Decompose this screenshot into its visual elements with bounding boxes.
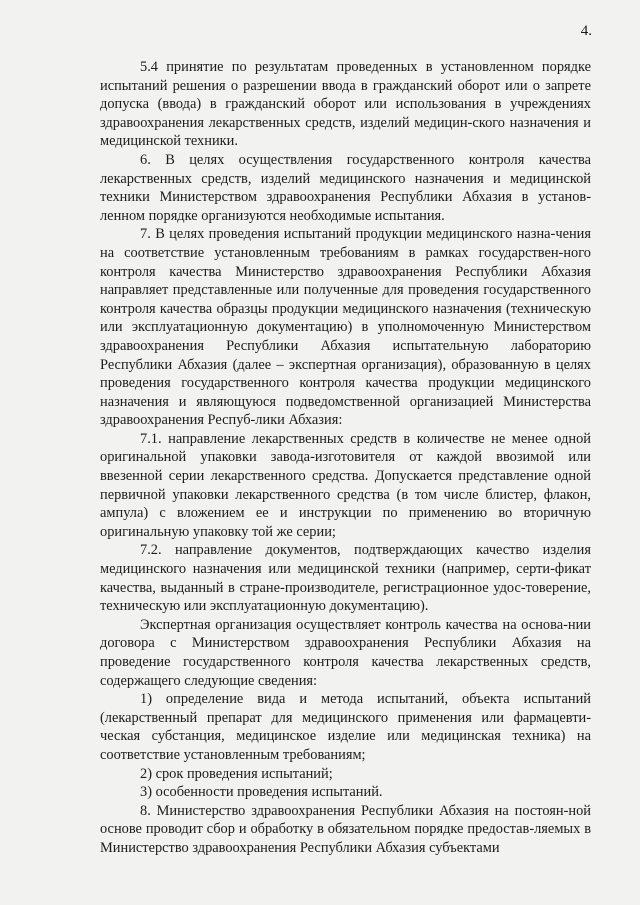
paragraph-7-1: 7.1. направление лекарственных средств в количестве не менее одной оригинальной упаковки завода-изготовителя от каждой ввозимой или ввезенной серии лекарственного средства. Допускается представление одной первичной упаковки лекарственного средства (в том числе блистер, флакон, ампула) с вложением ее и инструкции по применению во вторичную оригинальную упаковку той же серии;	[100, 430, 591, 540]
page-number: 4.	[580, 23, 592, 39]
paragraph-7: 7. В целях проведения испытаний продукции медицинского назна-чения на соответствие установленным требованиям в рамках государствен-ного контроля качества Министерство здравоохранения Республики Абхазия направляет представленные или полученные для проведения государственного контроля качества образцы продукции медицинского назначения (техническую или эксплуатационную документацию) в уполномоченную Министерством здравоохранения Республики Абхазия испытательную лабораторию Республики Абхазия (далее – экспертная организация), образованную в целях проведения государственного контроля качества продукции медицинского назначения и являющуюся подведомственной организацией Министерства здравоохранения Респуб-лики Абхазия:	[100, 226, 591, 429]
paragraph-expert-organization: Экспертная организация осуществляет контроль качества на основа-нии договора с Министерством здравоохранения Республики Абхазия на проведение государственного контроля качества лекарственных средств, содержащего следующие сведения:	[100, 616, 591, 689]
paragraph-5-4: 5.4 принятие по результатам проведенных в установленном порядке испытаний решения о разрешении ввода в гражданский оборот или о запрете допуска (ввода) в гражданский оборот или использования в учреждениях здравоохранения лекарственных средств, изделий медицин-ского назначения и медицинской техники.	[100, 59, 591, 150]
paragraph-6: 6. В целях осуществления государственного контроля качества лекарственных средств, изделий медицинского назначения и медицинской техники Министерством здравоохранения Республики Абхазия в установ-ленном порядке организуются необходимые испытания.	[100, 151, 591, 224]
paragraph-8: 8. Министерство здравоохранения Республики Абхазия на постоян-ной основе проводит сбор и обработку в обязательном порядке предостав-ляемых в Министерство здравоохранения Республики Абхазия субъектами	[100, 802, 591, 856]
paragraph-7-2: 7.2. направление документов, подтверждающих качество изделия медицинского назначения или медицинской техники (например, серти-фикат качества, выданный в стране-производителе, регистрационное удос-товерение, техническую или эксплуатационную документацию).	[100, 542, 591, 615]
list-item-3: 3) особенности проведения испытаний.	[140, 784, 383, 801]
list-item-2: 2) срок проведения испытаний;	[140, 765, 333, 782]
list-item-1: 1) определение вида и метода испытаний, объекта испытаний (лекарственный препарат для медицинского применения или фармацевти-ческая субстанция, медицинское изделие или медицинская техника) на соответствие установленным требованиям;	[100, 691, 591, 763]
document-body	[100, 58, 591, 858]
